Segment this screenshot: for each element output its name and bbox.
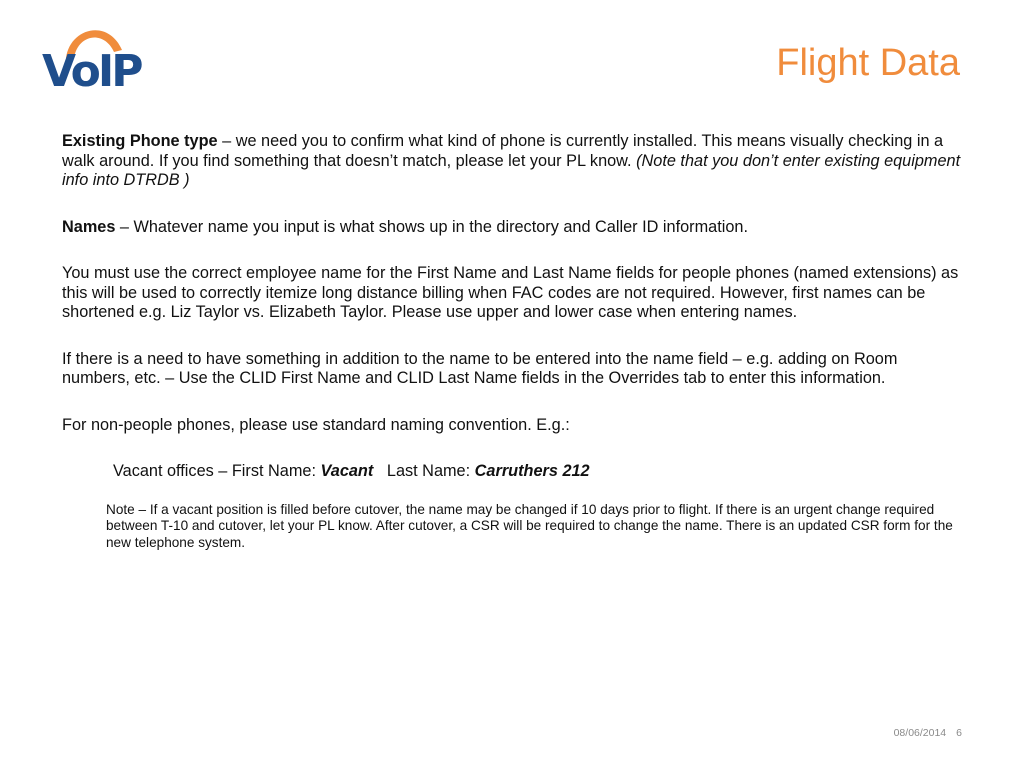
note-dtrdb: (Note that you don’t enter existing equipment info into DTRDB ) bbox=[62, 151, 961, 189]
note-vacant-position: Note – If a vacant position is filled before cutover, the name may be changed if 10 days prior to flight. If there is an urgent change required between T-10 and cutover, let your PL know. After cutover, a CSR will be required to change the name. There is an updated CSR form for the new telephone system. bbox=[106, 501, 953, 550]
term-existing-phone-type: Existing Phone type bbox=[62, 132, 218, 150]
value-first-name: Vacant bbox=[320, 462, 374, 480]
example-vacant-offices bbox=[113, 462, 962, 482]
slide-footer bbox=[884, 727, 962, 739]
slide-body bbox=[62, 132, 962, 578]
paragraph-existing-phone-type bbox=[62, 132, 962, 191]
footer-page-number: 6 bbox=[956, 727, 962, 739]
term-names: Names bbox=[62, 217, 116, 236]
paragraph-clid-override: If there is a need to have something in addition to the name to be entered into the name field – e.g. adding on Room numbers, etc. – Use the CLID First Name and CLID Last Name fields in the Overrides tab to enter this information. bbox=[62, 349, 898, 387]
value-last-name: Carruthers 212 bbox=[474, 462, 590, 480]
label-first-name: Vacant offices – First Name: bbox=[113, 462, 321, 480]
logo-text: VoIP bbox=[42, 46, 141, 97]
paragraph-naming-convention: For non-people phones, please use standard naming convention. E.g.: bbox=[62, 415, 570, 434]
paragraph-employee-name: You must use the correct employee name for the First Name and Last Name fields for people phones (named extensions) as this will be used to correctly itemize long distance billing when FAC codes are not required. However, first names can be shortened e.g. Liz Taylor vs. Elizabeth Taylor. Please use upper and lower case when entering names. bbox=[62, 264, 959, 321]
paragraph-names bbox=[62, 218, 962, 238]
text-names: – Whatever name you input is what shows up in the directory and Caller ID information. bbox=[115, 217, 748, 236]
voip-logo bbox=[42, 20, 154, 98]
label-last-name: Last Name: bbox=[373, 462, 475, 480]
footer-date: 08/06/2014 bbox=[893, 727, 947, 739]
slide-title: Flight Data bbox=[776, 42, 960, 84]
text-existing-phone-type: – we need you to confirm what kind of phone is currently installed. This means visually checking in a walk around. If you find something that doesn’t match, please let your PL know. bbox=[62, 132, 944, 170]
